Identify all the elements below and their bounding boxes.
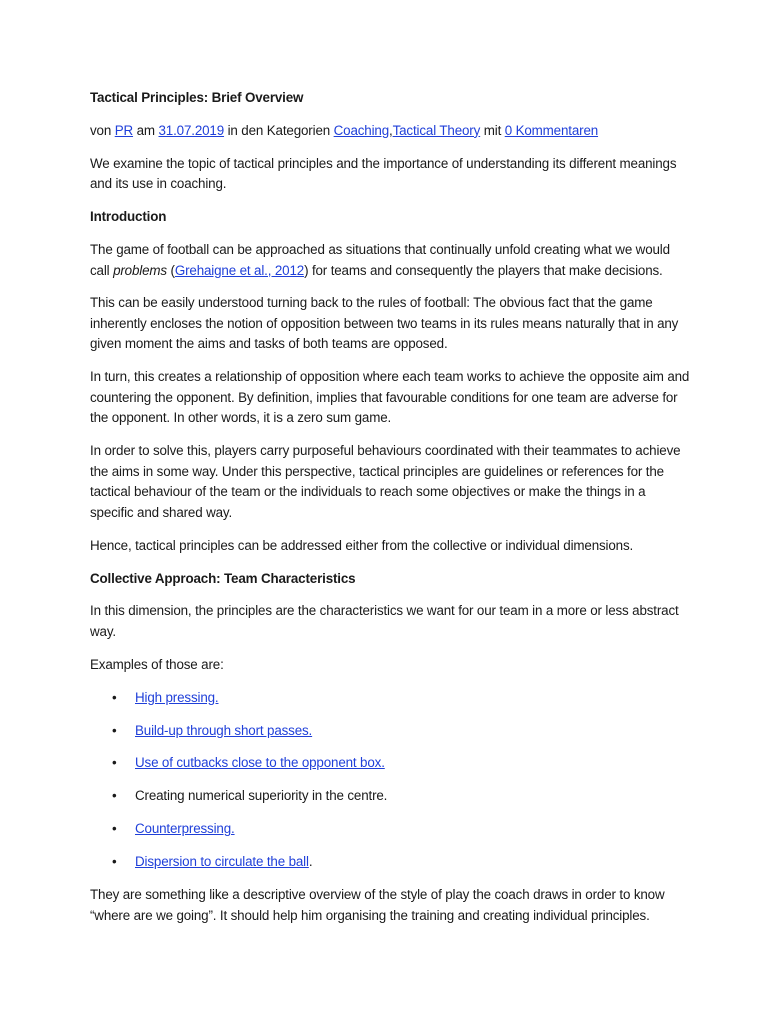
paragraph-characteristics: In this dimension, the principles are the characteristics we want for our team in a more or less abstract way.: [90, 603, 679, 639]
category-tactical-theory-link[interactable]: Tactical Theory: [392, 122, 481, 138]
introduction-heading: Introduction: [90, 209, 167, 225]
list-item: [90, 688, 690, 709]
paragraph-rules: This can be easily understood turning back to the rules of football: The obvious fact that the game inherently encloses the notion of opposition between two teams in its rules means naturally that in any given moment the aims and tasks of both teams are opposed.: [90, 295, 679, 352]
list-item: [90, 786, 690, 807]
meta-am: am: [136, 122, 155, 138]
comments-link[interactable]: 0 Kommentaren: [504, 122, 599, 138]
bullet-icon: •: [112, 788, 117, 804]
example-link-cutbacks[interactable]: Use of cutbacks close to the opponent box.: [135, 755, 385, 771]
paragraph-opposition: In turn, this creates a relationship of opposition where each team works to achieve the opposite aim and countering the opponent. By definition, implies that favourable conditions for one team are adverse for the opponent. In other words, it is a zero sum game.: [90, 369, 690, 426]
collective-heading: Collective Approach: Team Characteristics: [90, 570, 356, 586]
date-link[interactable]: 31.07.2019: [158, 122, 225, 138]
meta-mit: mit: [483, 122, 502, 138]
list-item: [90, 819, 690, 840]
paragraph-dimensions: Hence, tactical principles can be addressed either from the collective or individual dimensions.: [90, 537, 634, 553]
bullet-icon: •: [112, 689, 117, 705]
list-item: [90, 852, 690, 873]
author-link[interactable]: PR: [114, 122, 134, 138]
meta-in-den: in den Kategorien: [227, 122, 331, 138]
page-title: Tactical Principles: Brief Overview: [90, 90, 304, 105]
bullet-icon: •: [112, 821, 117, 837]
paragraph-game-problems: [90, 240, 690, 281]
bullet-icon: •: [112, 854, 117, 870]
list-item: [90, 721, 690, 742]
example-link-dispersion[interactable]: Dispersion to circulate the ball: [135, 854, 309, 870]
citation-link[interactable]: Grehaigne et al., 2012: [174, 262, 305, 278]
paragraph-text: (: [166, 262, 175, 278]
paragraph-text: ) for teams and consequently the players that make decisions.: [304, 262, 663, 278]
example-link-build-up[interactable]: Build-up through short passes.: [135, 722, 313, 738]
meta-von: von: [90, 122, 112, 138]
example-link-high-pressing[interactable]: High pressing.: [135, 689, 219, 705]
intro-paragraph: We examine the topic of tactical principles and the importance of understanding its different meanings and its use in coaching.: [90, 155, 677, 192]
emphasis-problems: problems: [113, 262, 167, 278]
document-body: [90, 88, 690, 938]
example-link-counterpressing[interactable]: Counterpressing.: [135, 821, 235, 837]
example-text-numerical-superiority: Creating numerical superiority in the centre.: [135, 788, 388, 804]
paragraph-behaviours: In order to solve this, players carry purposeful behaviours coordinated with their teammates to achieve the aims in some way. Under this perspective, tactical principles are guidelines or references for the tactical behaviour of the team or the individuals to reach some objectives or make the things in a specific and shared way.: [90, 443, 681, 520]
paragraph-text: The game of football can be approached as situations that continually unfold creating what we would call: [90, 242, 670, 278]
bullet-icon: •: [112, 755, 117, 771]
paragraph-style-of-play: They are something like a descriptive overview of the style of play the coach draws in order to know “where are we going”. It should help him organising the training and creating individual principles.: [90, 887, 665, 923]
paragraph-examples: Examples of those are:: [90, 656, 224, 672]
category-coaching-link[interactable]: Coaching: [333, 122, 390, 138]
bullet-icon: •: [112, 722, 117, 738]
post-meta: [90, 121, 690, 142]
examples-list: [90, 688, 690, 873]
meta-comma: ,: [389, 122, 393, 138]
list-item-suffix: .: [308, 854, 313, 870]
list-item: [90, 753, 690, 774]
